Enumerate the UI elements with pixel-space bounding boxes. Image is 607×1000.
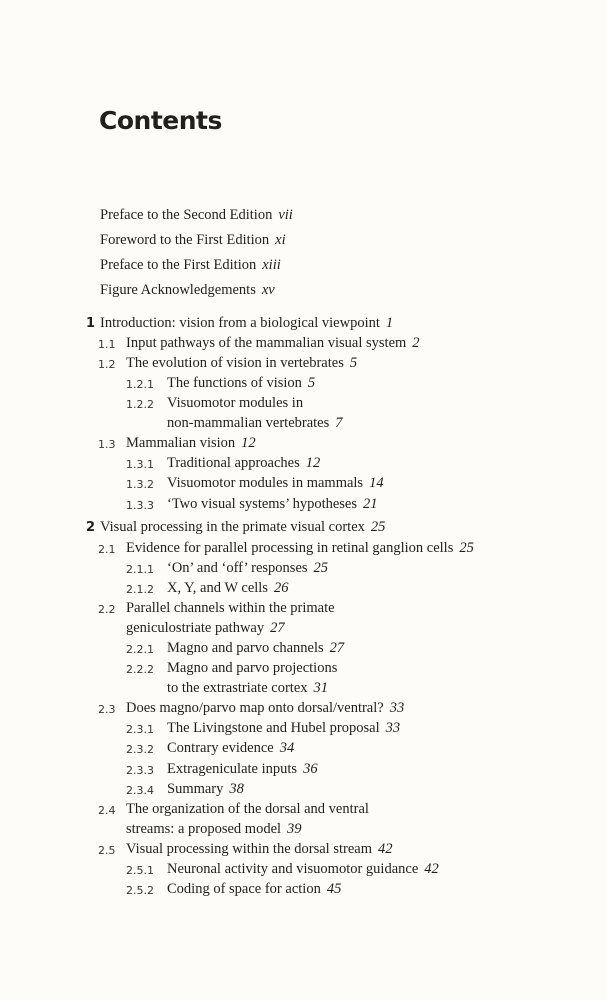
section-entry <box>167 640 344 657</box>
section-entry <box>167 781 244 798</box>
section-entry <box>167 740 294 757</box>
entry-title: Visuomotor modules in mammals <box>167 475 364 491</box>
section-number: 1.2 <box>98 358 116 371</box>
entry-page: 25 <box>370 519 386 535</box>
section-number: 2.3 <box>98 703 116 716</box>
entry-page: 31 <box>313 680 329 696</box>
entry-page: 42 <box>377 841 393 857</box>
front-matter-title: Foreword to the First Edition <box>100 232 270 248</box>
entry-page: 27 <box>270 620 285 636</box>
section-entry <box>126 821 302 838</box>
entry-page: 39 <box>287 821 302 837</box>
entry-title: Parallel channels within the primate <box>126 600 335 616</box>
section-number: 2.5.2 <box>126 884 154 897</box>
section-number: 2.2.2 <box>126 663 154 676</box>
entry-page: 38 <box>229 781 244 797</box>
entry-title: Evidence for parallel processing in retinal ganglion cells <box>126 540 454 556</box>
section-entry <box>126 435 256 452</box>
front-matter-page: xiii <box>262 257 281 273</box>
entry-title: streams: a proposed model <box>126 821 282 837</box>
chapter-entry <box>100 315 393 332</box>
entry-title: to the extrastriate cortex <box>167 680 308 696</box>
entry-page: 33 <box>389 700 405 716</box>
entry-page: 36 <box>303 761 318 777</box>
entry-title: The functions of vision <box>167 375 302 391</box>
entry-page: 1 <box>385 315 394 331</box>
entry-page: 7 <box>335 415 343 431</box>
entry-page: 12 <box>305 455 321 471</box>
section-number: 2.1.2 <box>126 583 154 596</box>
entry-title: Contrary evidence <box>167 740 274 756</box>
section-entry <box>167 375 315 392</box>
chapter-number: 2 <box>86 520 96 535</box>
entry-title: Magno and parvo projections <box>167 660 338 676</box>
section-entry <box>126 801 369 818</box>
entry-title: Neuronal activity and visuomotor guidance <box>167 861 419 877</box>
entry-page: 2 <box>412 335 420 351</box>
entry-title: Mammalian vision <box>126 435 236 451</box>
entry-title: The Livingstone and Hubel proposal <box>167 720 380 736</box>
entry-page: 14 <box>369 475 384 491</box>
entry-page: 34 <box>279 740 295 756</box>
entry-title: non-mammalian vertebrates <box>167 415 330 431</box>
section-entry <box>167 580 288 597</box>
entry-title: Introduction: vision from a biological viewpoint <box>100 315 380 331</box>
entry-title: Magno and parvo channels <box>167 640 324 656</box>
section-entry <box>126 841 392 858</box>
entry-title: Traditional approaches <box>167 455 300 471</box>
section-number: 1.2.1 <box>126 378 154 391</box>
section-number: 2.1 <box>98 543 116 556</box>
section-entry <box>167 660 337 677</box>
front-matter-page: xv <box>261 282 275 298</box>
entry-title: Input pathways of the mammalian visual system <box>126 335 407 351</box>
entry-title: ‘On’ and ‘off’ responses <box>167 560 308 576</box>
front-matter-title: Preface to the Second Edition <box>100 207 273 223</box>
front-matter-page: vii <box>278 207 293 223</box>
entry-title: Extrageniculate inputs <box>167 761 298 777</box>
entry-title: X, Y, and W cells <box>167 580 268 596</box>
entry-title: Visuomotor modules in <box>167 395 304 411</box>
section-entry <box>126 620 285 637</box>
section-number: 2.3.2 <box>126 743 154 756</box>
front-matter-page: xi <box>275 232 286 248</box>
section-number: 2.5 <box>98 844 116 857</box>
section-entry <box>126 335 420 352</box>
entry-page: 45 <box>326 881 342 897</box>
section-number: 2.3.4 <box>126 784 154 797</box>
section-number: 2.3.3 <box>126 764 154 777</box>
front-matter-item <box>100 232 286 249</box>
section-entry <box>167 395 303 412</box>
section-entry <box>126 540 474 557</box>
front-matter-title: Figure Acknowledgements <box>100 282 256 298</box>
section-number: 2.2 <box>98 603 116 616</box>
section-number: 1.3.2 <box>126 478 154 491</box>
section-entry <box>167 680 328 697</box>
entry-page: 5 <box>307 375 316 391</box>
section-entry <box>167 496 378 513</box>
entry-page: 12 <box>241 435 256 451</box>
entry-page: 27 <box>329 640 345 656</box>
front-matter-item <box>100 207 293 224</box>
section-entry <box>126 700 404 717</box>
entry-page: 25 <box>459 540 474 556</box>
entry-title: Does magno/parvo map onto dorsal/ventral? <box>126 700 384 716</box>
chapter-entry <box>100 519 385 536</box>
page-title: Contents <box>99 106 222 135</box>
section-number: 2.3.1 <box>126 723 154 736</box>
entry-title: Summary <box>167 781 224 797</box>
section-number: 2.1.1 <box>126 563 154 576</box>
section-entry <box>126 355 357 372</box>
entry-page: 33 <box>385 720 401 736</box>
entry-page: 21 <box>363 496 378 512</box>
section-number: 1.2.2 <box>126 398 154 411</box>
section-entry <box>167 861 439 878</box>
section-number: 2.2.1 <box>126 643 154 656</box>
front-matter-item <box>100 282 275 299</box>
entry-title: Coding of space for action <box>167 881 321 897</box>
section-entry <box>167 720 400 737</box>
section-number: 1.3.1 <box>126 458 154 471</box>
chapter-number: 1 <box>86 316 96 331</box>
section-number: 2.4 <box>98 804 116 817</box>
section-entry <box>126 600 335 617</box>
entry-page: 25 <box>313 560 329 576</box>
entry-title: Visual processing within the dorsal stream <box>126 841 372 857</box>
entry-title: The evolution of vision in vertebrates <box>126 355 344 371</box>
section-entry <box>167 881 341 898</box>
entry-page: 26 <box>273 580 289 596</box>
section-number: 1.3 <box>98 438 116 451</box>
section-number: 2.5.1 <box>126 864 154 877</box>
front-matter-title: Preface to the First Edition <box>100 257 257 273</box>
section-number: 1.1 <box>98 338 116 351</box>
entry-page: 5 <box>349 355 358 371</box>
section-entry <box>167 560 328 577</box>
entry-title: geniculostriate pathway <box>126 620 265 636</box>
entry-title: Visual processing in the primate visual cortex <box>100 519 365 535</box>
section-entry <box>167 761 318 778</box>
section-entry <box>167 475 384 492</box>
front-matter-item <box>100 257 281 274</box>
entry-title: ‘Two visual systems’ hypotheses <box>167 496 358 512</box>
entry-title: The organization of the dorsal and ventral <box>126 801 369 817</box>
section-entry <box>167 415 343 432</box>
section-entry <box>167 455 320 472</box>
entry-page: 42 <box>424 861 439 877</box>
section-number: 1.3.3 <box>126 499 154 512</box>
